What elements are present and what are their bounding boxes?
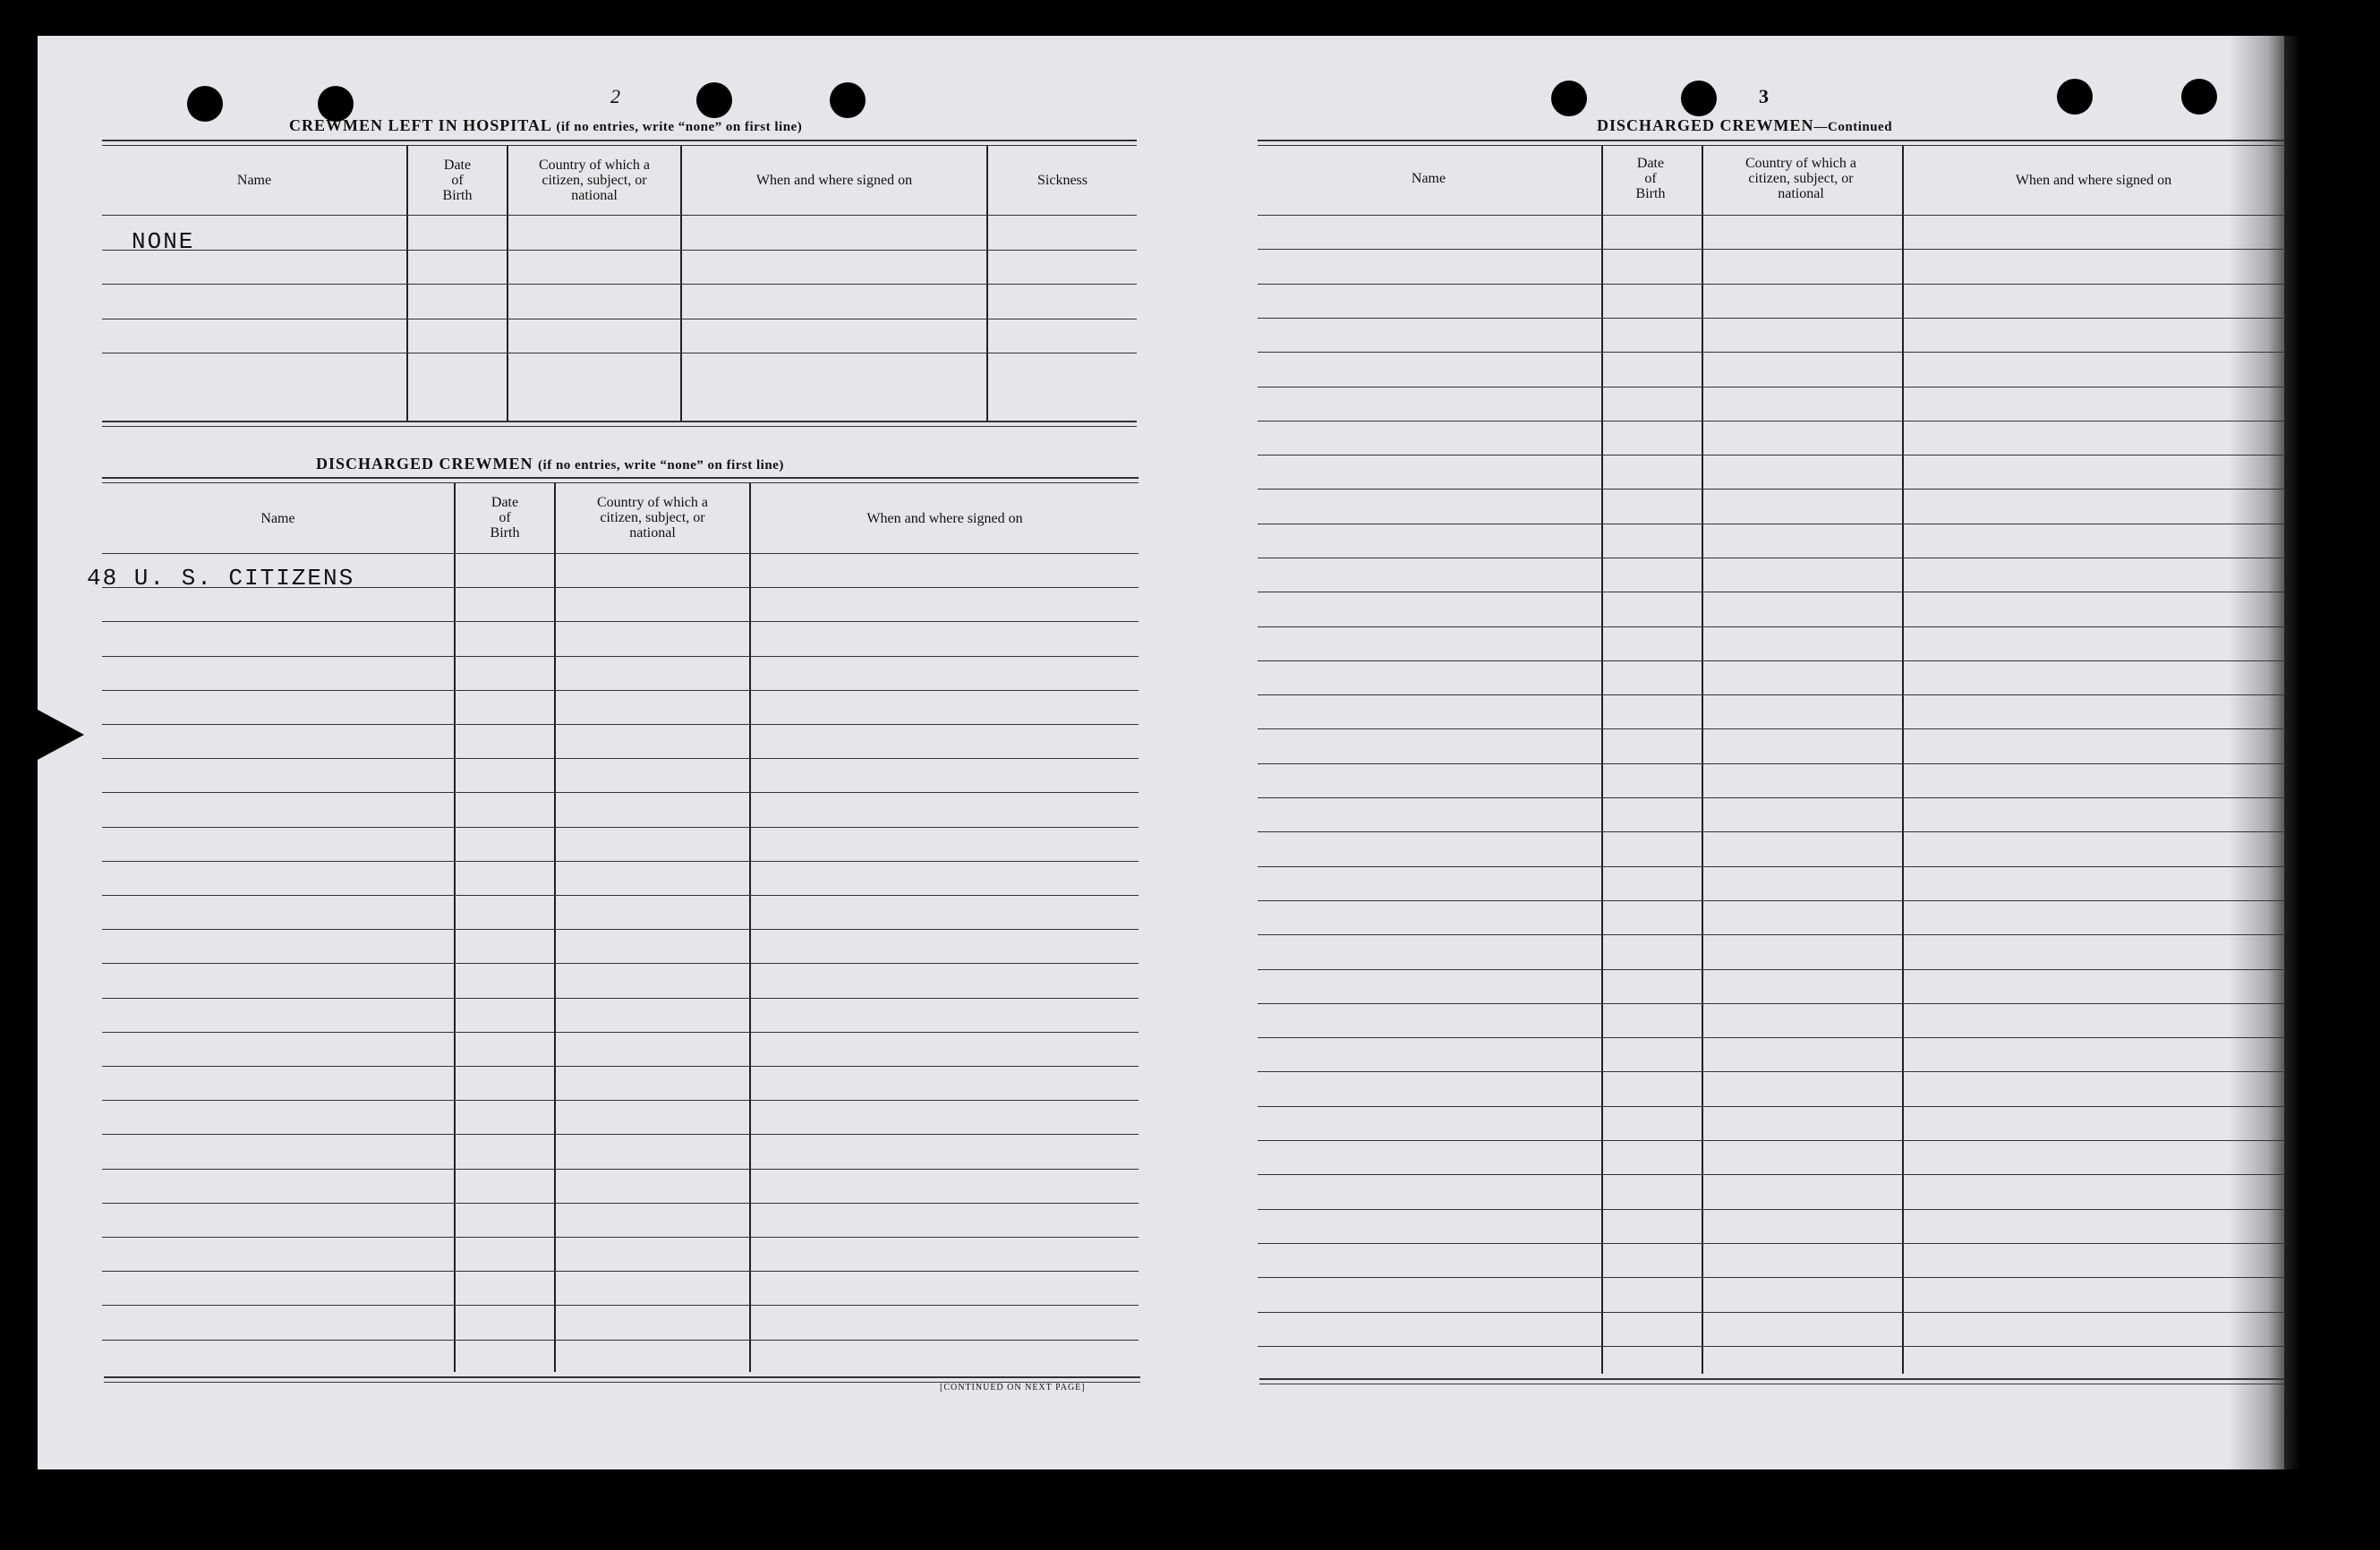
- discharged-section-title: [316, 455, 784, 473]
- col-header-sickness: Sickness: [1037, 173, 1088, 188]
- ruled-line: [1258, 1277, 2285, 1278]
- ruled-line: [102, 250, 1137, 251]
- ruled-line: [102, 621, 1139, 622]
- ruled-line: [1258, 215, 2285, 216]
- punch-hole: [187, 86, 223, 122]
- col-header-name: Name: [1411, 171, 1446, 186]
- ruled-line: [102, 724, 1139, 725]
- ruled-line: [1258, 455, 2285, 456]
- col-header-date-of-birth: Date of Birth: [1635, 156, 1666, 201]
- document-sheet: [38, 36, 2284, 1469]
- ruled-line: [1258, 1312, 2285, 1313]
- page-number-right: 3: [1759, 85, 1769, 107]
- ruled-line: [102, 827, 1139, 828]
- punch-hole: [1681, 81, 1717, 116]
- discharged-continued-title: [1597, 116, 1892, 135]
- ruled-line: [102, 861, 1139, 862]
- ruled-line: [102, 792, 1139, 793]
- ruled-line: [1258, 831, 2285, 832]
- ruled-line: [102, 656, 1139, 657]
- ruled-line: [1258, 934, 2285, 935]
- ruled-line: [1258, 763, 2285, 764]
- punch-hole: [2057, 79, 2093, 115]
- column-divider: [454, 483, 456, 1372]
- ruled-line: [1258, 900, 2285, 901]
- ruled-line: [102, 284, 1137, 285]
- ruled-line: [102, 587, 1139, 588]
- ruled-line: [102, 1340, 1139, 1341]
- table-top-border: [102, 477, 1139, 483]
- ruled-line: [102, 1237, 1139, 1238]
- ruled-line: [1258, 352, 2285, 353]
- col-header-date-of-birth: Date of Birth: [442, 158, 473, 203]
- ruled-line: [1258, 1209, 2285, 1210]
- hospital-entry: NONE: [132, 228, 195, 255]
- col-header-country: Country of which a citizen, subject, or national: [1745, 156, 1856, 201]
- ruled-line: [1258, 694, 2285, 695]
- col-header-name: Name: [236, 173, 272, 188]
- ruled-line: [1258, 1071, 2285, 1072]
- ruled-line: [102, 758, 1139, 759]
- ruled-line: [102, 929, 1139, 930]
- hospital-title-text: CREWMEN LEFT IN HOSPITAL: [289, 116, 551, 134]
- table-top-border: [102, 140, 1137, 146]
- ruled-line: [1258, 318, 2285, 319]
- ruled-line: [1258, 660, 2285, 661]
- discharged-entry: 48 U. S. CITIZENS: [87, 565, 355, 592]
- hospital-section-title: [289, 116, 802, 135]
- ruled-line: [102, 1169, 1139, 1170]
- table-bottom-border: [1259, 1378, 2285, 1384]
- column-divider: [554, 483, 556, 1372]
- ruled-line: [102, 1032, 1139, 1033]
- col-header-date-of-birth: Date of Birth: [490, 495, 520, 541]
- continued-suffix: —Continued: [1813, 120, 1893, 134]
- ruled-line: [1258, 421, 2285, 422]
- discharged-instruction-text: (if no entries, write “none” on first line): [538, 458, 784, 473]
- col-header-when-where: When and where signed on: [866, 511, 1023, 526]
- page-number-left: 2: [610, 85, 620, 107]
- table-bottom-border: [102, 421, 1137, 427]
- continued-footer: [CONTINUED ON NEXT PAGE]: [940, 1383, 1086, 1392]
- punch-hole: [696, 82, 732, 118]
- punch-hole: [2181, 79, 2217, 115]
- ruled-line: [102, 1305, 1139, 1306]
- column-divider: [1702, 146, 1703, 1374]
- ruled-line: [1258, 1003, 2285, 1004]
- ruled-line: [102, 963, 1139, 964]
- ruled-line: [1258, 249, 2285, 250]
- ruled-line: [1258, 1106, 2285, 1107]
- ruled-line: [102, 1271, 1139, 1272]
- ruled-line: [1258, 1140, 2285, 1141]
- ruled-line: [102, 1100, 1139, 1101]
- sheet-notch: [38, 710, 84, 760]
- punch-hole: [830, 82, 866, 118]
- column-divider: [1902, 146, 1904, 1374]
- ruled-line: [102, 215, 1137, 216]
- col-header-when-where: When and where signed on: [755, 173, 913, 188]
- ruled-line: [102, 553, 1139, 554]
- ruled-line: [1258, 626, 2285, 627]
- ruled-line: [1258, 866, 2285, 867]
- column-divider: [749, 483, 751, 1372]
- col-header-name: Name: [260, 511, 295, 526]
- ruled-line: [1258, 1346, 2285, 1347]
- ruled-line: [1258, 969, 2285, 970]
- discharged-title-text: DISCHARGED CREWMEN: [316, 455, 533, 473]
- ruled-line: [102, 1134, 1139, 1135]
- ruled-line: [1258, 1243, 2285, 1244]
- column-divider: [1601, 146, 1603, 1374]
- ruled-line: [1258, 1174, 2285, 1175]
- ruled-line: [102, 1066, 1139, 1067]
- ruled-line: [102, 690, 1139, 691]
- ruled-line: [102, 998, 1139, 999]
- col-header-country: Country of which a citizen, subject, or national: [597, 495, 708, 541]
- ruled-line: [1258, 489, 2285, 490]
- page-edge-shadow: [2229, 36, 2300, 1469]
- table-top-border: [1258, 140, 2285, 146]
- col-header-when-where: When and where signed on: [2015, 173, 2172, 188]
- discharged-continued-title-text: DISCHARGED CREWMEN: [1597, 116, 1814, 134]
- ruled-line: [102, 1203, 1139, 1204]
- table-bottom-border: [104, 1376, 1140, 1383]
- hospital-instruction-text: (if no entries, write “none” on first line): [556, 120, 803, 134]
- ruled-line: [1258, 797, 2285, 798]
- ruled-line: [102, 895, 1139, 896]
- ruled-line: [1258, 1037, 2285, 1038]
- ruled-line: [1258, 728, 2285, 729]
- col-header-country: Country of which a citizen, subject, or national: [539, 158, 650, 203]
- ruled-line: [1258, 284, 2285, 285]
- punch-hole: [1551, 81, 1587, 116]
- ruled-line: [1258, 387, 2285, 388]
